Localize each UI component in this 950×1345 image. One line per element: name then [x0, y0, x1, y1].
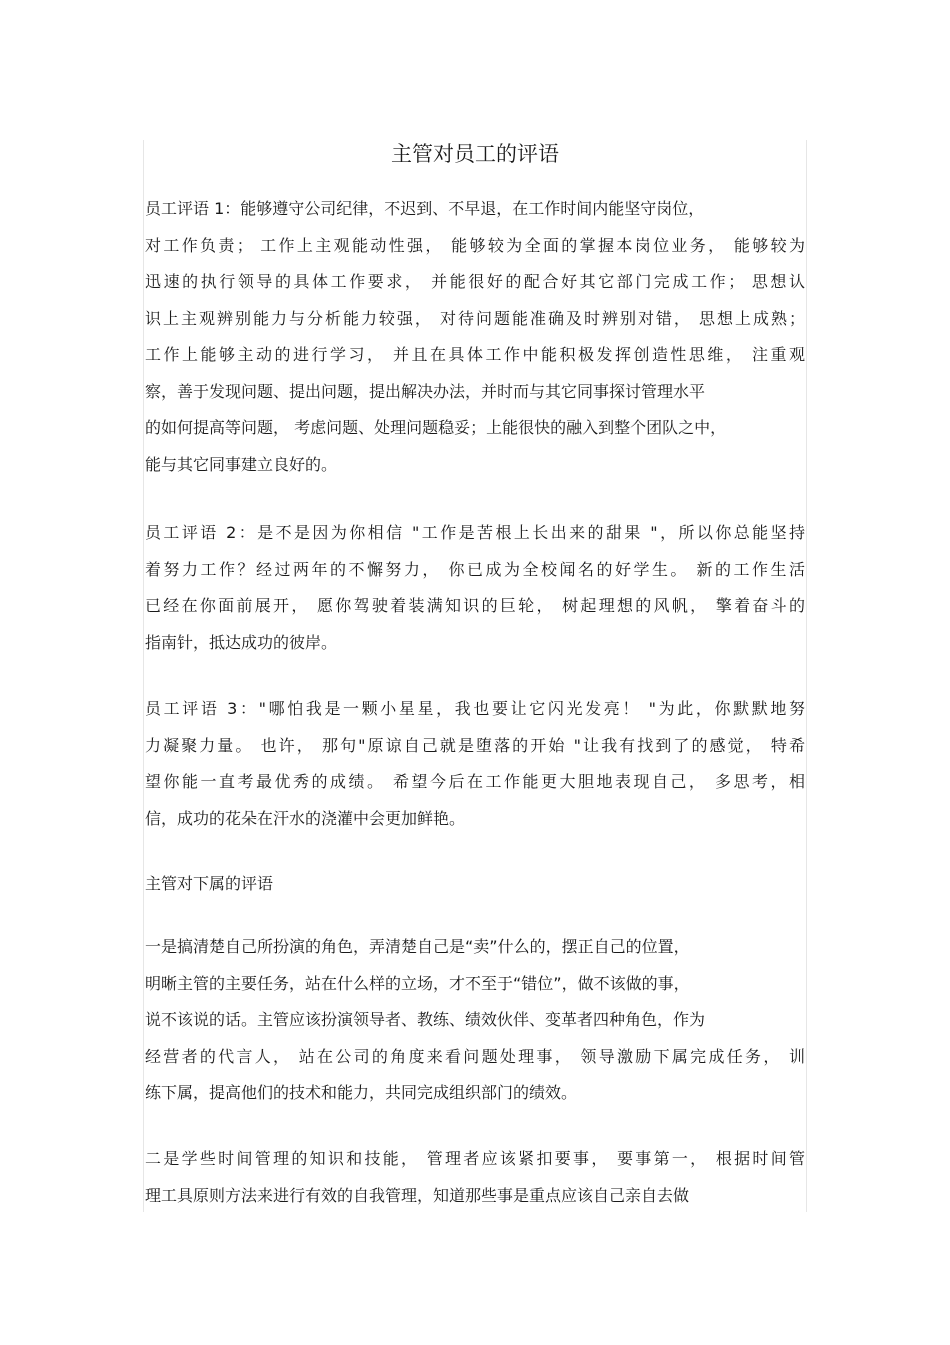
text-line: 已经在你面前展开， 愿你驾驶着装满知识的巨轮， 树起理想的风帆， 擎着奋斗的 [145, 596, 805, 615]
text-line: 着努力工作？经过两年的不懈努力， 你已成为全校闻名的好学生。 新的工作生活 [145, 559, 805, 579]
text-line: 识上主观辨别能力与分析能力较强， 对待问题能准确及时辨别对错， 思想上成熟； [145, 308, 805, 328]
text-line: 对工作负责； 工作上主观能动性强， 能够较为全面的掌握本岗位业务， 能够较为 [145, 235, 805, 255]
text-line: 经营者的代言人， 站在公司的角度来看问题处理事， 领导激励下属完成任务， 训 [145, 1046, 805, 1066]
text-line: 说不该说的话。主管应该扮演领导者、教练、绩效伙伴、变革者四种角色，作为 [145, 1010, 706, 1029]
text-line: 望你能一直考最优秀的成绩。 希望今后在工作能更大胆地表现自己， 多思考，相 [145, 772, 805, 791]
text-line: 理工具原则方法来进行有效的自我管理，知道那些事是重点应该自己亲自去做 [145, 1185, 690, 1205]
text-line: 一是搞清楚自己所扮演的角色，弄清楚自己是“卖”什么的，摆正自己的位置， [145, 937, 690, 956]
text-line: 主管对下属的评语 [145, 874, 274, 893]
text-line: 的如何提高等问题， 考虑问题、处理问题稳妥；上能很快的融入到整个团队之中， [145, 418, 727, 437]
text-line: 明晰主管的主要任务，站在什么样的立场，才不至于“错位”，做不该做的事， [145, 973, 690, 993]
text-line: 信，成功的花朵在汗水的浇灌中会更加鲜艳。 [145, 808, 466, 828]
document-title: 主管对员工的评语 [391, 142, 559, 166]
text-line: 察，善于发现问题、提出问题，提出解决办法，并时而与其它同事探讨管理水平 [145, 381, 706, 401]
text-line: 员工评语 3："哪怕我是一颗小星星，我也要让它闪光发亮！ "为此，你默默地努 [145, 699, 805, 718]
paragraph-employee-review-1 [145, 191, 805, 483]
text-line: 力凝聚力量。 也许， 那句"原谅自己就是堕落的开始 "让我有找到了的感觉， 特希 [145, 735, 805, 755]
text-line: 员工评语 2：是不是因为你相信 "工作是苦根上长出来的甜果 "，所以你总能坚持 [145, 523, 805, 542]
page-left-border [143, 140, 144, 1212]
paragraph-employee-review-3 [145, 691, 805, 837]
page-right-border [806, 140, 807, 1212]
text-line: 练下属，提高他们的技术和能力，共同完成组织部门的绩效。 [145, 1083, 578, 1102]
text-line: 二是学些时间管理的知识和技能， 管理者应该紧扣要事， 要事第一， 根据时间管 [145, 1149, 805, 1168]
paragraph-point-two [145, 1141, 805, 1214]
paragraph-employee-review-2 [145, 515, 805, 661]
text-line: 员工评语 1：能够遵守公司纪律，不迟到、不早退，在工作时间内能坚守岗位， [145, 199, 705, 218]
text-line: 迅速的执行领导的具体工作要求， 并能很好的配合好其它部门完成工作； 思想认 [145, 272, 805, 291]
text-line: 能与其它同事建立良好的。 [145, 454, 338, 474]
section-heading [145, 866, 805, 903]
text-line: 工作上能够主动的进行学习， 并且在具体工作中能积极发挥创造性思维， 注重观 [145, 345, 805, 364]
paragraph-point-one [145, 929, 805, 1112]
text-line: 指南针，抵达成功的彼岸。 [145, 632, 338, 652]
